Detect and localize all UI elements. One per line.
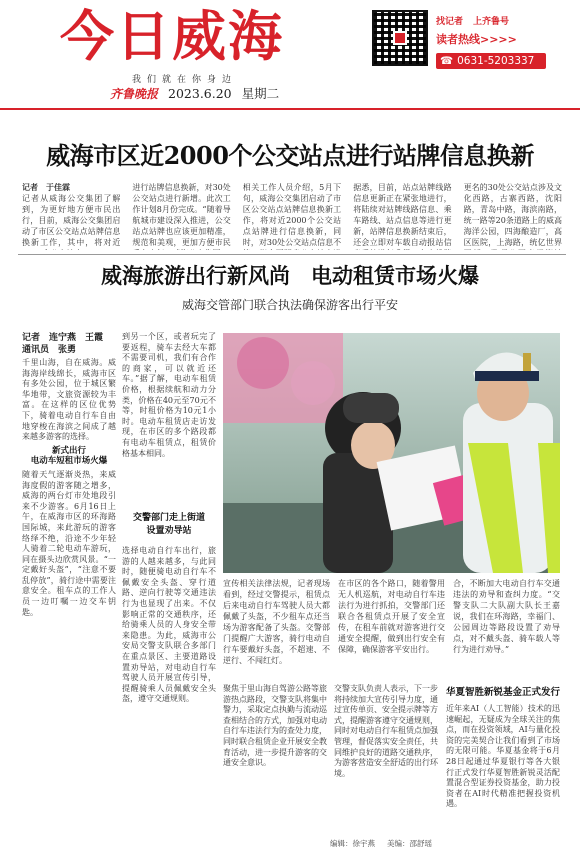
section-divider: [18, 254, 566, 255]
story2-column: 选择电动自行车出行，旅游的人越来越多，与此同时，随便骑电动自行车不佩戴安全头盔、穿行道路、逆向行驶等交通违法行为也显现了出来。不仅影响正常的交通秩序，还给骑乘人员的人身安全带来隐患。为此，威海市公安局交警支队联合多部门在重点景区、主要道路设置劝导站，对电动自行车驾驶人员开展宣传引导，提醒骑乘人员佩戴安全头盔，遵守交通规则。: [122, 546, 216, 704]
story1-body: [22, 182, 562, 250]
qr-code-icon[interactable]: [372, 10, 428, 66]
story2-column: 交警支队负责人表示，下一步将持续加大宣传引导力度，通过宣传单页、安全提示牌等方式，提醒游客遵守交通规则，同时对电动自行车租赁点加强管理，督促落实安全责任，共同维护良好的道路交通秩序，为游客营造安全舒适的出行环境。: [334, 684, 438, 778]
story2-byline: 记者 连宁燕 王霞 通讯员 张勇: [22, 333, 104, 355]
story3-headline: 华夏智胜新锐基金正式发行: [446, 687, 561, 698]
masthead-divider: [0, 108, 580, 110]
story2-column: 聚焦于里山海自驾游公路等旅游热点路段，交警支队将集中警力，采取定点执勤与流动巡查相结合的方式，加强对电动自行车违法行为的查处力度，同时联合租赁企业开展安全教育活动，进一步提升游客的交通安全意识。: [223, 684, 327, 768]
editor-name: 编辑：徐宇燕: [330, 839, 375, 848]
story1-headline: 威海市区近2000个公交站点进行站牌信息换新: [46, 141, 534, 170]
issue-weekday: 星期二: [241, 86, 280, 101]
story2-paragraph: 随着天气逐渐炎热，来威海度假的游客随之增多，威海的两台灯市处地段引来不少游客。6月16日上午，在威海市区的环海路国际城，来此游玩的游客络绎不绝，沿途不少年轻人骑着二轮电动车游玩，同在摄头边欣赏风景。“一定戴好头盔”，“注意不要乱停放”，骑行途中需要注意安全。租车点的工作人员一边叮嘱一边交车钥匙。: [22, 469, 116, 617]
hotline-number-badge[interactable]: [436, 53, 546, 69]
story1-column: 据悉，目前，站点站牌线路信息更新正在紧张地进行，将陆续对站牌线路信息、乘车路线、站点信息等进行更新，站牌信息换新结束后，还会立即对车载自动报站信: [353, 183, 452, 247]
story2-column: 在市区的各个路口，随着警用无人机巡航，对电动自行车违法行为进行抓拍，交警部门还联合各租赁点开展了安全宣传，在租车前就对游客进行交通安全提醒，做到出行安全有保障，确保游客平安出行。: [338, 579, 445, 654]
find-reporter-label: 找记者: [436, 17, 464, 27]
masthead: [0, 0, 580, 110]
hotline-number: 0631-5203337: [457, 55, 535, 67]
story1-column: 相关工作人员介绍，5月下旬，威海公交集团启动了市区公交站点站牌信息换新工作，将对近2000个公交站点站牌进行信息换新，同时，对30处公交站点信息不: [242, 183, 342, 247]
issue-date: 2023.6.20: [168, 85, 232, 101]
slogan: 我们就在你身边: [132, 75, 238, 85]
story2-headline: 威海旅游出行新风尚 电动租赁市场火爆: [101, 263, 479, 288]
story3-body: 近年来AI（人工智能）技术的迅速崛起，无疑成为全球关注的焦点，而在投资领域，AI与量化投资的完美契合让我们看到了市场的无限可能。华夏基金将于6月28日起通过华夏银行等各大银行正式发行华夏智胜新锐灵活配置混合型证券投资基金，助力投资者在AI时代精准把握投资机遇。: [446, 704, 560, 809]
story2-bottom-columns: [223, 578, 560, 678]
story2-subheadline: 威海交管部门联合执法确保游客出行平安: [181, 298, 398, 312]
qilu-account-label: 上齐鲁号: [473, 17, 510, 27]
story2-subhead: 新式出行 电动车短租市场火爆: [30, 445, 108, 467]
phone-icon: ☎: [440, 55, 454, 67]
story2-column: 到另一个区，或者玩完了要返程，骑车去经大车都不需要司机，我们有合作的商家，可以就近还车。”据了解，电动车租赁价格，根据续航和动力分类，价格在40元至70元不等，时租价格为10元1小时。电动车租赁店走访发现，在市区的多个路段都有电动车租赁点，租赁价格基本相同。: [122, 332, 216, 458]
story2-paragraph: 千里山海，自在威海。威海海岸线绵长，威海市区有多处公园，位于城区繁华地带，文旅资源较为丰富。在这样的区位优势下，骑着电动自行车自由地穿梭在海滨之间成了越来越多游客的选择。: [22, 358, 116, 442]
newspaper-logo: 今日威海: [60, 5, 284, 68]
story1-column: 更名的30处公交站点涉及文化西路，古寨西路，沈阳路，青岛中路，海滨南路，统一路等20条道路上的威高海洋公园，四海酿造厂，高区医院，上海路，统亿世界: [463, 183, 562, 247]
story2-left-column: [22, 358, 116, 836]
editor-credits: [330, 838, 432, 849]
story1-paragraph: 记者从威海公交集团了解到，为更好地方便市民出行，目前，威海公交集团启动了市区公交站点站牌信息换新工作，其中，将对近: [22, 194, 121, 247]
photo-traffic-officer-image: [223, 333, 560, 573]
story1-column: 进行站牌信息换新，对30处公交站点进行新增。此次工作计划8月份完成。“随着导航城市建设深入推进，公交站点站牌也应该更加精准，规范和美观，更加方便市民: [132, 183, 231, 247]
story2-subhead: 交警部门走上街道 设置劝导站: [132, 513, 205, 536]
designer-name: 美编：邵舒瑶: [387, 839, 432, 848]
publication-info: [110, 84, 279, 102]
story1-column: [22, 182, 120, 250]
hotline-label: 读者热线>>>>: [436, 33, 517, 46]
story2-column: 合，不断加大电动自行车交通违法的劝导和查纠力度。“交警支队二大队副大队长王嘉说，我们在环海路，幸福门、公园周边等路段设置了劝导点，对不戴头盔、骑车载人等行为进行劝导。”: [453, 579, 560, 654]
brand-name: 齐鲁晚报: [110, 86, 159, 101]
story3-box: [446, 684, 560, 836]
story1-reporter: 记者 于佳霖: [22, 182, 70, 192]
news-photo: [223, 333, 560, 573]
hotline-box: [436, 14, 546, 69]
story2-column: 宣传相关法律法规，记者现场看到，经过交警提示，租赁点后来电动自行车驾驶人员大都佩戴了头盔，不少租车点还当场为游客配备了头盔。交警部门提醒广大游客，骑行电动自行车要戴好头盔，不超速、不逆行、不闯红灯。: [223, 579, 330, 665]
